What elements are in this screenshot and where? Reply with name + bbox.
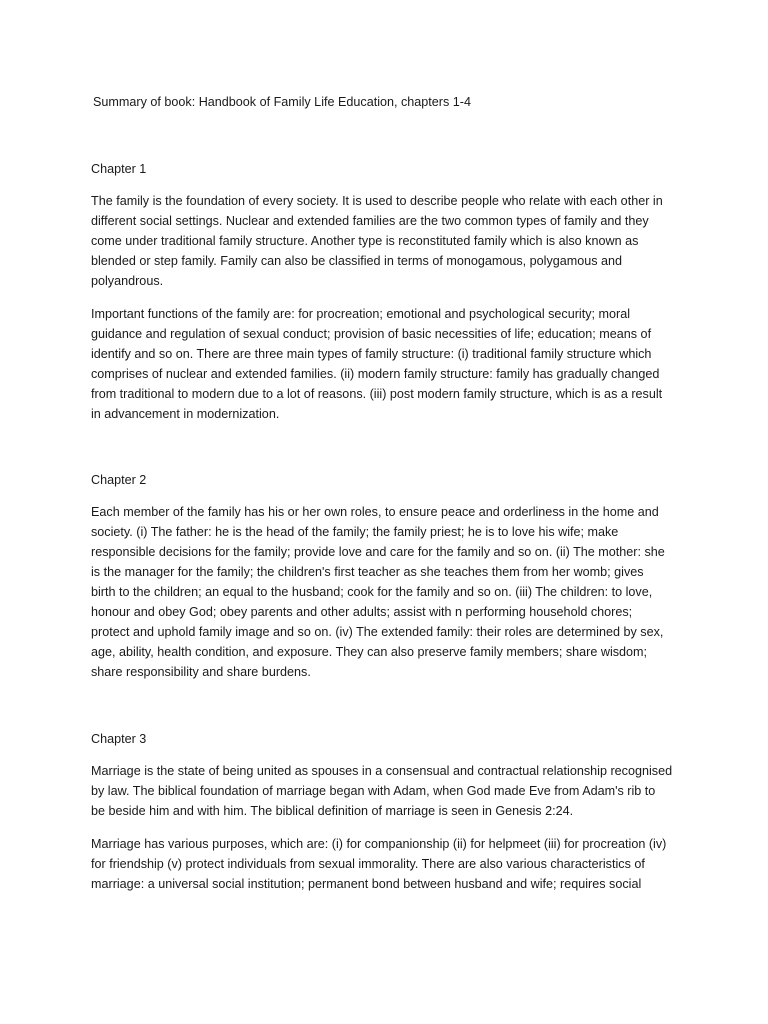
text-line: blended or step family. Family can also be classified in terms of monogamous, polygamous and <box>91 254 623 268</box>
text-line: protect and uphold family image and so on. (iv) The extended family: their roles are determined by sex, <box>91 625 664 639</box>
text-line: Marriage has various purposes, which are: (i) for companionship (ii) for helpmeet (iii) for procreation (iv) <box>91 837 667 851</box>
text-line: The family is the foundation of every society. It is used to describe people who relate with each other in <box>91 194 663 208</box>
text-line: Marriage is the state of being united as spouses in a consensual and contractual relationship recognised <box>91 764 673 778</box>
text-line: responsible decisions for the family; provide love and care for the family and so on. (ii) The mother: she <box>91 545 665 559</box>
chapter-1-paragraph-2 <box>91 304 681 424</box>
text-line: in advancement in modernization. <box>91 407 280 421</box>
chapter-3-paragraph-2 <box>91 834 681 894</box>
text-line: comprises of nuclear and extended families. (ii) modern family structure: family has gradually changed <box>91 367 660 381</box>
text-line: polyandrous. <box>91 274 164 288</box>
chapter-2-paragraph-1 <box>91 502 681 682</box>
text-line: Important functions of the family are: for procreation; emotional and psychological security; moral <box>91 307 630 321</box>
text-line: identify and so on. There are three main types of family structure: (i) traditional family structure which <box>91 347 652 361</box>
text-line: for friendship (v) protect individuals from sexual immorality. There are also various characteristics of <box>91 857 645 871</box>
text-line: guidance and regulation of sexual conduct; provision of basic necessities of life; education; means of <box>91 327 652 341</box>
text-line: is the manager for the family; the children's first teacher as she teaches them from her womb; gives <box>91 565 644 579</box>
text-line: birth to the children; an equal to the husband; cook for the family and so on. (iii) The children: to love, <box>91 585 653 599</box>
text-line: come under traditional family structure. Another type is reconstituted family which is also known as <box>91 234 639 248</box>
text-line: age, ability, health condition, and exposure. They can also preserve family members; share wisdom; <box>91 645 648 659</box>
chapter-3-heading: Chapter 3 <box>91 732 147 746</box>
document-title: Summary of book: Handbook of Family Life Education, chapters 1-4 <box>93 95 472 109</box>
text-line: from traditional to modern due to a lot of reasons. (iii) post modern family structure, which is as a result <box>91 387 663 401</box>
text-line: society. (i) The father: he is the head of the family; the family priest; he is to love his wife; make <box>91 525 619 539</box>
text-line: honour and obey God; obey parents and other adults; assist with n performing household chores; <box>91 605 633 619</box>
text-line: Each member of the family has his or her own roles, to ensure peace and orderliness in the home and <box>91 505 659 519</box>
text-line: be beside him and with him. The biblical definition of marriage is seen in Genesis 2:24. <box>91 804 574 818</box>
chapter-3-paragraph-1 <box>91 761 681 821</box>
text-line: different social settings. Nuclear and extended families are the two common types of family and they <box>91 214 649 228</box>
chapter-1-paragraph-1 <box>91 191 681 291</box>
chapter-1-heading: Chapter 1 <box>91 162 147 176</box>
text-line: share responsibility and share burdens. <box>91 665 311 679</box>
chapter-2-heading: Chapter 2 <box>91 473 147 487</box>
text-line: by law. The biblical foundation of marriage began with Adam, when God made Eve from Adam's rib to <box>91 784 656 798</box>
text-line: marriage: a universal social institution; permanent bond between husband and wife; requires social <box>91 877 642 891</box>
